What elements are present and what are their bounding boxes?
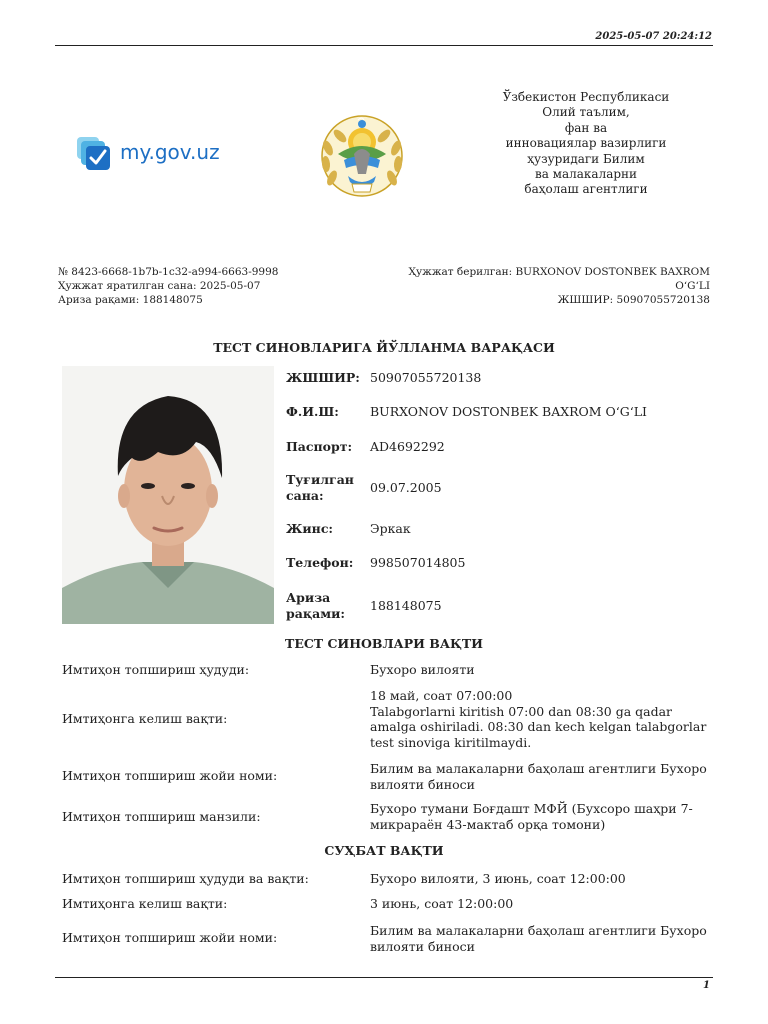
- agency-name: [486, 90, 686, 198]
- agency-line: Ўзбекистон Республикаси: [502, 90, 670, 104]
- footer-divider: [55, 977, 713, 978]
- header-divider: [55, 45, 713, 46]
- agency-line: фан ва: [564, 120, 608, 135]
- row-label: Имтиҳонга келиш вақти:: [62, 711, 228, 726]
- interview-section-title: СУҲБАТ ВАҚТИ: [324, 843, 444, 858]
- agency-line: инновациялар вазирлиги: [505, 136, 667, 151]
- info-label: Жинс:: [286, 521, 334, 536]
- state-emblem: [314, 108, 410, 200]
- row-value: Бухоро вилояти: [370, 662, 475, 677]
- mygov-logo-text: my.gov.uz: [120, 140, 220, 164]
- info-value: 188148075: [370, 598, 442, 613]
- row-label: Имтиҳон топшириш жойи номи:: [62, 768, 278, 783]
- info-label: Ариза рақами:: [286, 590, 345, 621]
- document-meta-right: [409, 265, 710, 307]
- row-value: Бухоро вилояти, 3 июнь, соат 12:00:00: [370, 871, 626, 886]
- agency-line: ҳузуридаги Билим: [527, 151, 645, 166]
- info-value: AD4692292: [370, 439, 445, 454]
- info-label: Паспорт:: [286, 439, 353, 454]
- info-label: Ф.И.Ш:: [286, 404, 339, 419]
- info-value: 09.07.2005: [370, 480, 442, 495]
- agency-line: баҳолаш агентлиги: [524, 182, 648, 197]
- mygov-check-icon: [76, 136, 116, 172]
- document-meta-left: [58, 265, 278, 307]
- row-value: Билим ва малакаларни баҳолаш агентлиги Бухоро вилояти биноси: [370, 761, 707, 792]
- info-label: Туғилган сана:: [286, 472, 354, 503]
- info-value: 50907055720138: [370, 370, 482, 385]
- applicant-photo: [62, 366, 274, 624]
- issued-to: Ҳужжат берилган: BURXONOV DOSTONBEK BAXROM: [408, 266, 710, 278]
- issued-to-pinfl: ЖШШИР: 50907055720138: [557, 294, 710, 306]
- document-title: ТЕСТ СИНОВЛАРИГА ЙЎЛЛАНМА ВАРАҚАСИ: [213, 340, 555, 355]
- mygov-logo: [76, 136, 236, 172]
- row-label: Имтиҳон топшириш ҳудуди ва вақти:: [62, 871, 309, 886]
- info-label: ЖШШИР:: [286, 370, 360, 385]
- row-label: Имтиҳон топшириш манзили:: [62, 809, 261, 824]
- test-section-title: ТЕСТ СИНОВЛАРИ ВАҚТИ: [285, 636, 483, 651]
- row-value: 3 июнь, соат 12:00:00: [370, 896, 514, 911]
- agency-line: Олий таълим,: [542, 105, 630, 120]
- row-value: Билим ва малакаларни баҳолаш агентлиги Бухоро вилояти биноси: [370, 923, 707, 954]
- document-created-date: Ҳужжат яратилган сана: 2025-05-07: [58, 280, 261, 292]
- agency-line: ва малакаларни: [534, 167, 638, 182]
- info-value: 998507014805: [370, 555, 466, 570]
- info-value: Эркак: [370, 521, 411, 536]
- document-timestamp: 2025-05-07 20:24:12: [595, 31, 712, 42]
- info-value: BURXONOV DOSTONBEK BAXROM O‘G‘LI: [370, 404, 647, 419]
- row-label: Имтиҳонга келиш вақти:: [62, 896, 228, 911]
- document-number: № 8423-6668-1b7b-1c32-a994-6663-9998: [58, 266, 279, 278]
- info-label: Телефон:: [286, 555, 354, 570]
- application-number: Ариза рақами: 188148075: [58, 294, 203, 306]
- issued-to-cont: O‘G‘LI: [675, 280, 710, 292]
- row-value: Бухоро тумани Боғдашт МФЙ (Бухсоро шаҳри 7-микрараён 43-мактаб орқа томони): [370, 801, 693, 832]
- row-label: Имтиҳон топшириш ҳудуди:: [62, 662, 250, 677]
- row-value: 18 май, соат 07:00:00 Talabgorlarni kiritish 07:00 dan 08:30 ga qadar amalga oshiriladi. 08:30 dan kech kelgan talabgorlar test sinoviga kiritilmaydi.: [370, 688, 707, 750]
- row-label: Имтиҳон топшириш жойи номи:: [62, 930, 278, 945]
- page-number: 1: [703, 980, 710, 991]
